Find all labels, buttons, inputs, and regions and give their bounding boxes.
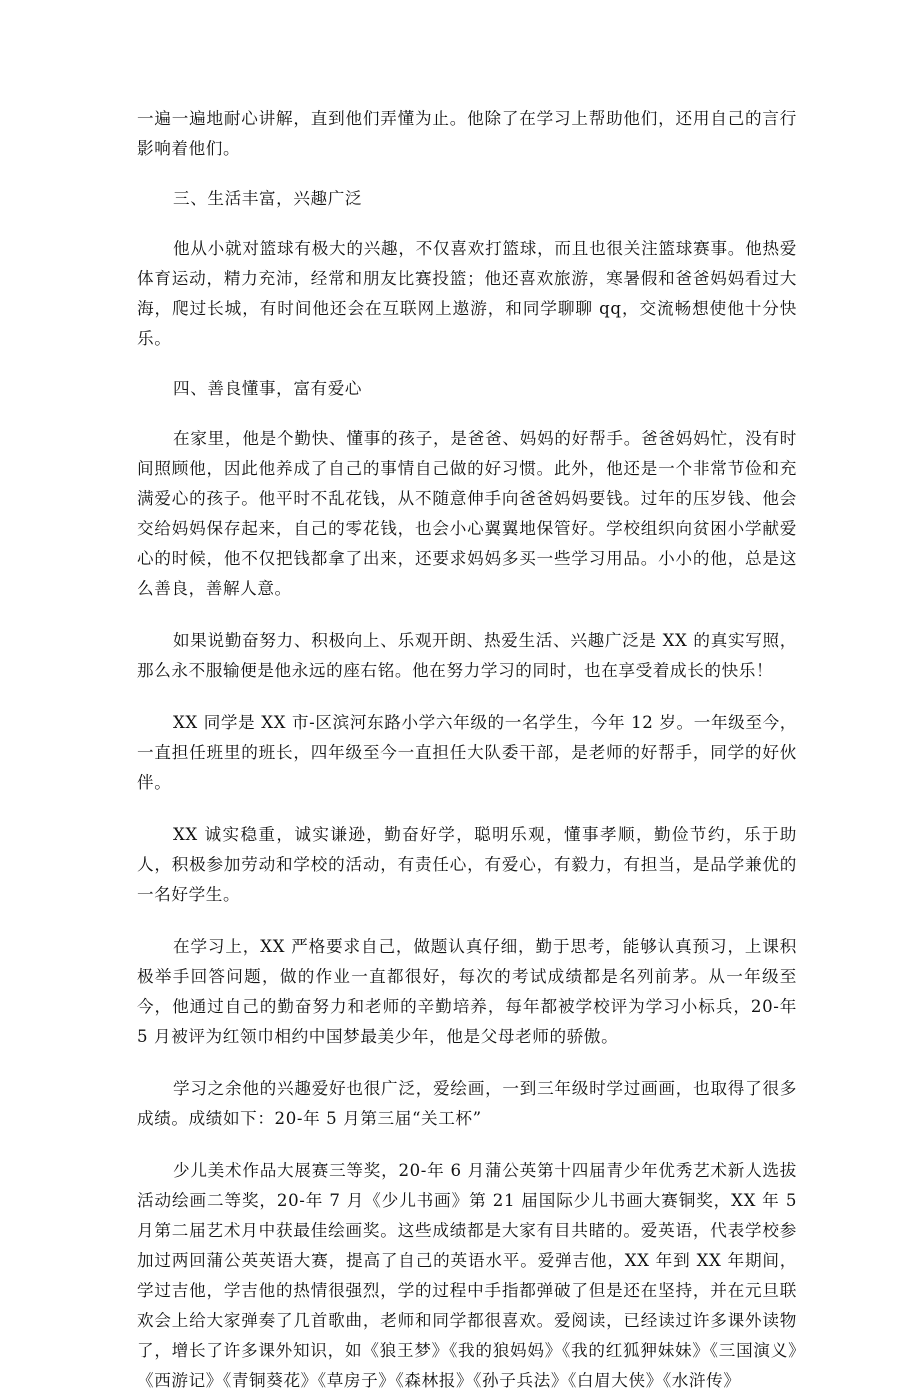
paragraph-interests: 学习之余他的兴趣爱好也很广泛，爱绘画，一到三年级时学过画画，也取得了很多成绩。成绩如下：20-年 5 月第三届“关工杯” <box>137 1079 797 1128</box>
paragraph-kindness: 在家里，他是个勤快、懂事的孩子，是爸爸、妈妈的好帮手。爸爸妈妈忙，没有时间照顾他，因此他养成了自己的事情自己做的好习惯。此外，他还是一个非常节俭和充满爱心的孩子。他平时不乱花钱，从不随意伸手向爸爸妈妈要钱。过年的压岁钱、他会交给妈妈保存起来，自己的零花钱，也会小心翼翼地保管好。学校组织向贫困小学献爱心的时候，他不仅把钱都拿了出来，还要求妈妈多买一些学习用品。小小的他，总是这么善良，善解人意。 <box>137 429 797 598</box>
section-heading-3: 三、生活丰富，兴趣广泛 <box>173 189 363 208</box>
section-heading-4: 四、善良懂事，富有爱心 <box>173 379 363 398</box>
paragraph-intro: XX 同学是 XX 市-区滨河东路小学六年级的一名学生，今年 12 岁。一年级至今，一直担任班里的班长，四年级至今一直担任大队委干部，是老师的好帮手，同学的好伙伴。 <box>137 713 797 792</box>
paragraph-achievements: 少儿美术作品大展赛三等奖，20-年 6 月蒲公英第十四届青少年优秀艺术新人选拔活动绘画二等奖，20-年 7 月《少儿书画》第 21 届国际少儿书画大赛铜奖，XX 年 5 月第二届艺术月中获最佳绘画奖。这些成绩都是大家有目共睹的。爱英语，代表学校参加过两回蒲公英英语大赛，提高了自己的英语水平。爱弹吉他，XX 年到 XX 年期间，学过吉他，学吉他的热情很强烈，学的过程中手指都弹破了但是还在坚持，并在元旦联欢会上给大家弹奏了几首歌曲，老师和同学都很喜欢。爱阅读，已经读过许多课外读物了，增长了许多课外知识，如《狼王梦》《我的狼妈妈》《我的红狐狎妹妹》《三国演义》《西游记》《青铜葵花》《草房子》《森林报》《孙子兵法》《白眉大侠》《水浒传》 <box>137 1161 797 1390</box>
document-body <box>137 104 797 1396</box>
paragraph-study: 在学习上，XX 严格要求自己，做题认真仔细，勤于思考，能够认真预习，上课积极举手回答问题，做的作业一直都很好，每次的考试成绩都是名列前茅。从一年级至今，他通过自己的勤奋努力和老师的辛勤培养，每年都被学校评为学习小标兵，20-年 5 月被评为红领巾相约中国梦最美少年，他是父母老师的骄傲。 <box>137 937 797 1046</box>
paragraph-hobbies: 他从小就对篮球有极大的兴趣，不仅喜欢打篮球，而且也很关注篮球赛事。他热爱体育运动，精力充沛，经常和朋友比赛投篮；他还喜欢旅游，寒暑假和爸爸妈妈看过大海，爬过长城，有时间他还会在互联网上遨游，和同学聊聊 qq，交流畅想使他十分快乐。 <box>137 239 797 348</box>
paragraph-continued: 一遍一遍地耐心讲解，直到他们弄懂为止。他除了在学习上帮助他们，还用自己的言行影响着他们。 <box>137 109 797 158</box>
paragraph-character: XX 诚实稳重，诚实谦逊，勤奋好学，聪明乐观，懂事孝顺，勤俭节约，乐于助人，积极参加劳动和学校的活动，有责任心，有爱心，有毅力，有担当，是品学兼优的一名好学生。 <box>137 825 797 904</box>
paragraph-motto: 如果说勤奋努力、积极向上、乐观开朗、热爱生活、兴趣广泛是 XX 的真实写照，那么永不服输便是他永远的座右铭。他在努力学习的同时，也在享受着成长的快乐！ <box>137 631 797 680</box>
